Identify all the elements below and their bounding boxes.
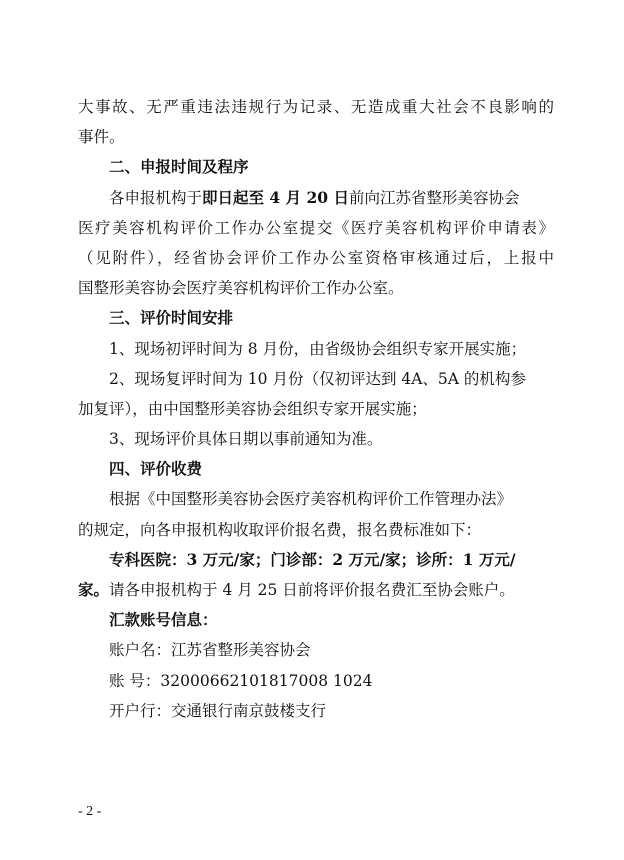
fee-standard-end: 家。	[78, 580, 110, 599]
text-line: 事件。	[78, 128, 125, 147]
text-line: 医疗美容机构评价工作办公室提交《医疗美容机构评价申请表》	[78, 218, 554, 237]
section-heading-schedule: 三、评价时间安排	[109, 308, 234, 328]
text-line: 加复评），由中国整形美容协会组织专家开展实施；	[78, 399, 427, 418]
text-span: 各申报机构于	[109, 188, 203, 207]
text-span: 前向江苏省整形美容协会	[348, 188, 520, 207]
page-number: - 2 -	[78, 804, 102, 819]
document-body	[78, 92, 554, 726]
text-line: 根据《中国整形美容协会医疗美容机构评价工作管理办法》	[109, 490, 513, 509]
text-line: 的规定，向各申报机构收取评价报名费，报名费标准如下：	[78, 520, 482, 539]
fee-standard: 专科医院：3 万元/家；门诊部：2 万元/家；诊所：1 万元/	[109, 549, 516, 569]
text-line: 3、现场评价具体日期以事前通知为准。	[109, 430, 383, 449]
text-line: 大事故、无严重违法违规行为记录、无造成重大社会不良影响的	[78, 98, 554, 116]
account-info-heading: 汇款账号信息：	[109, 610, 218, 630]
section-heading-declaration: 二、申报时间及程序	[109, 157, 249, 177]
text-span: 请各申报机构于 4 月 25 日前将评价报名费汇至协会账户。	[109, 581, 515, 599]
section-heading-fees: 四、评价收费	[109, 459, 203, 479]
text-line: 1、现场初评时间为 8 月份，由省级协会组织专家开展实施；	[109, 339, 527, 358]
text-line	[78, 183, 554, 213]
account-number: 账 号：32000662101817008 1024	[109, 671, 373, 690]
text-line: （见附件），经省协会评价工作办公室资格审核通过后，上报中	[78, 248, 554, 267]
text-line: 2、现场复评时间为 10 月份（仅初评达到 4A、5A 的机构参	[109, 369, 526, 388]
bank-branch: 开户行：交通银行南京鼓楼支行	[109, 701, 327, 720]
account-name: 账户名：江苏省整形美容协会	[109, 641, 311, 660]
text-line: 国整形美容协会医疗美容机构评价工作办公室。	[78, 279, 404, 298]
text-line	[78, 575, 554, 605]
deadline-text: 即日起至 4 月 20 日	[202, 187, 349, 207]
